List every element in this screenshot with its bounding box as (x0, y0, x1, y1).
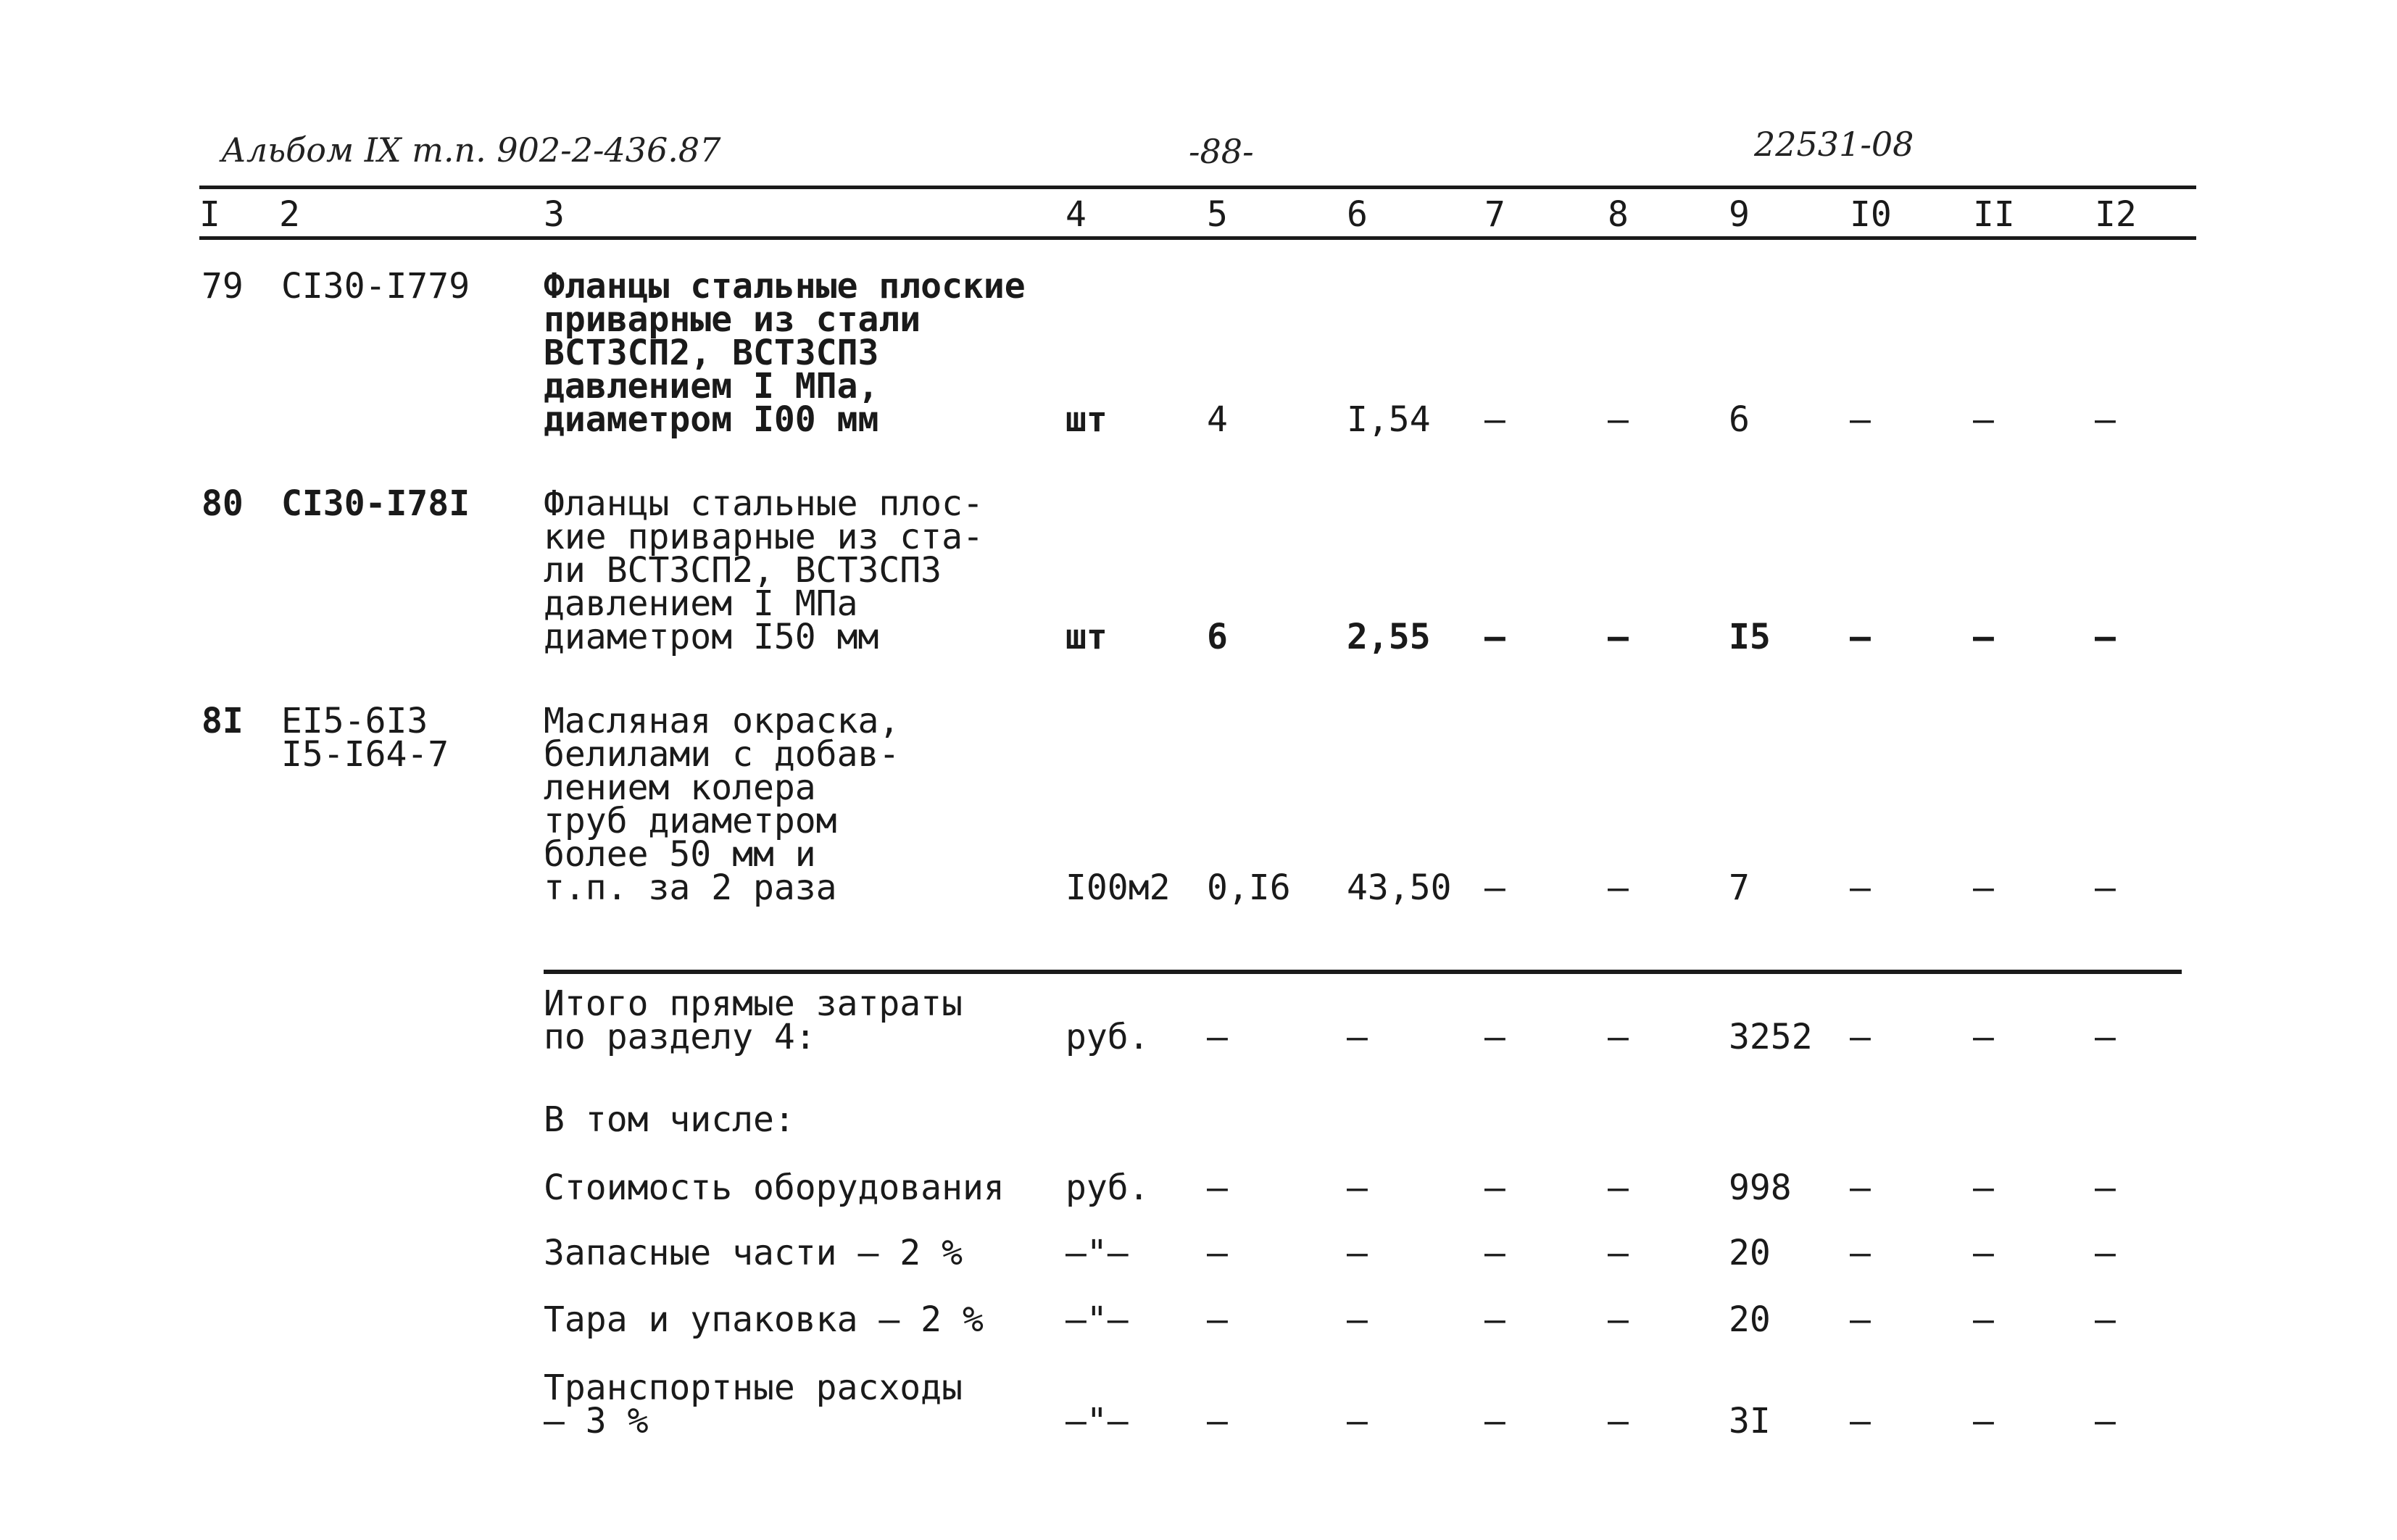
totals-col11: – (1973, 1017, 1994, 1057)
totals-label: Транспортные расходы – 3 % (544, 1368, 963, 1441)
totals-col6: – (1347, 1401, 1368, 1441)
row-number: 8I (202, 701, 244, 741)
column-header-6: 6 (1347, 194, 1368, 235)
column-header-1: I (199, 194, 220, 235)
column-header-5: 5 (1207, 194, 1228, 235)
row-unit: шт (1065, 399, 1108, 440)
row-col8: – (1608, 399, 1629, 440)
row-col8: – (1608, 617, 1629, 657)
row-col11: – (1973, 399, 1994, 440)
row-col5: 6 (1207, 617, 1228, 657)
row-description: Фланцы стальные плоские приварные из стали ВСТ3СП2, ВСТ3СП3 давлением I МПа, диаметром I00 мм (544, 266, 1026, 440)
row-col5: 0,I6 (1207, 867, 1291, 908)
totals-col9: 998 (1729, 1168, 1792, 1208)
row-col6: 2,55 (1347, 617, 1431, 657)
column-header-7: 7 (1484, 194, 1505, 235)
totals-col11: – (1973, 1401, 1994, 1441)
totals-col5: – (1207, 1168, 1228, 1208)
totals-col6: – (1347, 1233, 1368, 1273)
totals-col9: 3252 (1729, 1017, 1813, 1057)
row-col9: 7 (1729, 867, 1750, 908)
totals-col8: – (1608, 1017, 1629, 1057)
column-header-8: 8 (1608, 194, 1629, 235)
totals-col8: – (1608, 1401, 1629, 1441)
row-col11: – (1973, 617, 1994, 657)
totals-col10: – (1850, 1299, 1871, 1340)
totals-col12: – (2095, 1017, 2116, 1057)
totals-col10: – (1850, 1233, 1871, 1273)
totals-unit: –"– (1065, 1401, 1129, 1441)
row-col12: – (2095, 399, 2116, 440)
column-header-10: I0 (1850, 194, 1892, 235)
row-code: CI30-I779 (281, 266, 470, 307)
totals-col8: – (1608, 1168, 1629, 1208)
row-col6: 43,50 (1347, 867, 1452, 908)
totals-col10: – (1850, 1401, 1871, 1441)
document-code: 22531-08 (1754, 125, 1914, 164)
row-col10: – (1850, 399, 1871, 440)
row-col7: – (1484, 617, 1505, 657)
totals-unit: руб. (1065, 1017, 1150, 1057)
including-label: В том числе: (544, 1099, 795, 1140)
row-col11: – (1973, 867, 1994, 908)
header-top-rule (199, 186, 2196, 189)
column-header-12: I2 (2095, 194, 2137, 235)
row-number: 79 (202, 266, 244, 307)
totals-col12: – (2095, 1401, 2116, 1441)
totals-unit: руб. (1065, 1168, 1150, 1208)
totals-col5: – (1207, 1401, 1228, 1441)
totals-col7: – (1484, 1168, 1505, 1208)
totals-col5: – (1207, 1017, 1228, 1057)
totals-col7: – (1484, 1401, 1505, 1441)
row-description: Фланцы стальные плос- кие приварные из ста- ли ВСТ3СП2, ВСТ3СП3 давлением I МПа диаметром I50 мм (544, 483, 984, 657)
totals-col10: – (1850, 1168, 1871, 1208)
page-number: -88- (1189, 132, 1254, 171)
totals-col11: – (1973, 1299, 1994, 1340)
row-col9: I5 (1729, 617, 1771, 657)
album-reference: Альбом IX т.п. 902-2-436.87 (221, 130, 721, 170)
row-number: 80 (202, 483, 244, 524)
totals-unit: –"– (1065, 1299, 1129, 1340)
header-bottom-rule (199, 236, 2196, 240)
column-header-4: 4 (1065, 194, 1087, 235)
totals-col5: – (1207, 1233, 1228, 1273)
totals-col6: – (1347, 1017, 1368, 1057)
column-header-2: 2 (279, 194, 300, 235)
row-col6: I,54 (1347, 399, 1431, 440)
totals-col9: 3I (1729, 1401, 1771, 1441)
row-unit: I00м2 (1065, 867, 1171, 908)
totals-col7: – (1484, 1233, 1505, 1273)
totals-col11: – (1973, 1168, 1994, 1208)
totals-col9: 20 (1729, 1299, 1771, 1340)
totals-col8: – (1608, 1233, 1629, 1273)
row-col7: – (1484, 867, 1505, 908)
row-col12: – (2095, 617, 2116, 657)
row-code: EI5-6I3 I5-I64-7 (281, 701, 449, 775)
totals-rule (544, 970, 2182, 974)
row-col10: – (1850, 867, 1871, 908)
totals-col12: – (2095, 1168, 2116, 1208)
totals-col9: 20 (1729, 1233, 1771, 1273)
column-header-9: 9 (1729, 194, 1750, 235)
totals-label: Запасные части – 2 % (544, 1233, 963, 1273)
totals-col12: – (2095, 1233, 2116, 1273)
row-description: Масляная окраска, белилами с добав- лением колера труб диаметром более 50 мм и т.п. за 2 раза (544, 701, 900, 908)
totals-col10: – (1850, 1017, 1871, 1057)
totals-col6: – (1347, 1299, 1368, 1340)
row-col10: – (1850, 617, 1871, 657)
row-col12: – (2095, 867, 2116, 908)
column-header-3: 3 (544, 194, 565, 235)
totals-col5: – (1207, 1299, 1228, 1340)
row-unit: шт (1065, 617, 1108, 657)
totals-unit: –"– (1065, 1233, 1129, 1273)
row-col9: 6 (1729, 399, 1750, 440)
totals-label: Тара и упаковка – 2 % (544, 1299, 984, 1340)
totals-col12: – (2095, 1299, 2116, 1340)
totals-col6: – (1347, 1168, 1368, 1208)
totals-col7: – (1484, 1017, 1505, 1057)
totals-col11: – (1973, 1233, 1994, 1273)
totals-col7: – (1484, 1299, 1505, 1340)
column-header-11: II (1973, 194, 2015, 235)
row-col8: – (1608, 867, 1629, 908)
totals-col8: – (1608, 1299, 1629, 1340)
totals-label: Итого прямые затраты по разделу 4: (544, 983, 963, 1057)
row-col7: – (1484, 399, 1505, 440)
row-code: CI30-I78I (281, 483, 470, 524)
totals-label: Стоимость оборудования (544, 1168, 1005, 1208)
row-col5: 4 (1207, 399, 1228, 440)
